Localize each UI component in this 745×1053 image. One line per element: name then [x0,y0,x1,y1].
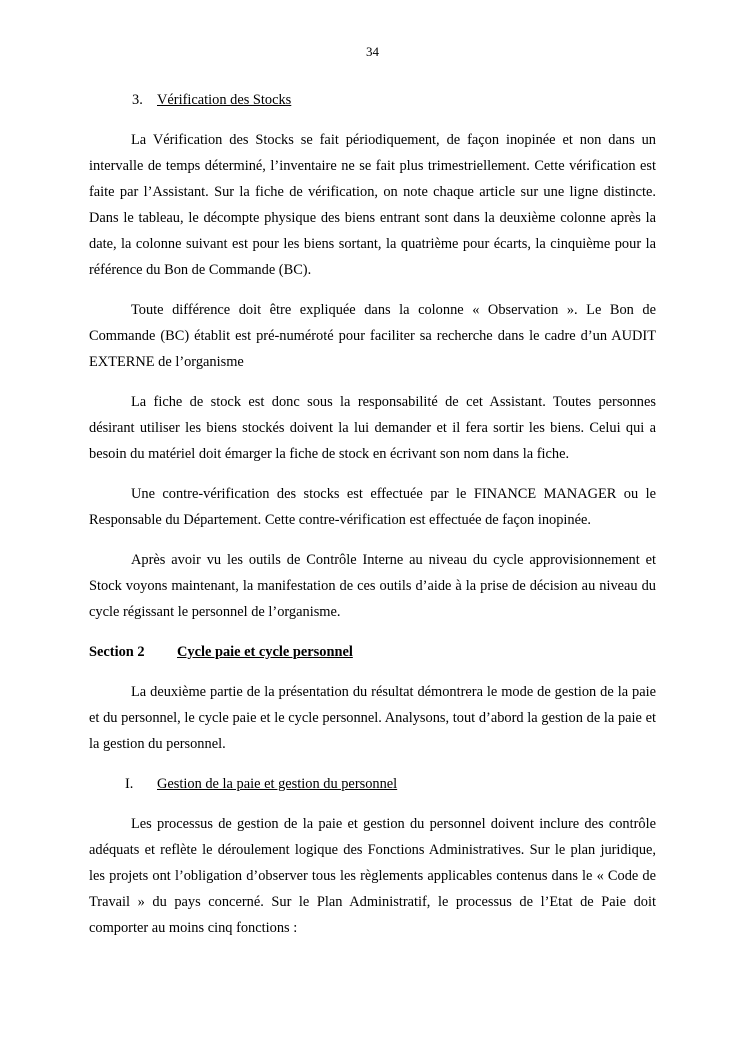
subsection-heading-verification [89,87,656,113]
subsection-title: Gestion de la paie et gestion du personnel [157,776,398,792]
paragraph: La deuxième partie de la présentation du résultat démontrera le mode de gestion de la paie et du personnel, le cycle paie et le cycle personnel. Analysons, tout d’abord la gestion de la paie et la gestion du personnel. [89,684,656,752]
paragraph: Une contre-vérification des stocks est effectuée par le FINANCE MANAGER ou le Responsable du Département. Cette contre-vérification est effectuée de façon inopinée. [89,486,656,528]
paragraph: La Vérification des Stocks se fait périodiquement, de façon inopinée et non dans un intervalle de temps déterminé, l’inventaire ne se fait plus trimestriellement. Cette vérification est faite par l’Assistant. Sur la fiche de vérification, on note chaque article sur une ligne distincte. Dans le tableau, le décompte physique des biens entrant sont dans la deuxième colonne après la date, la colonne suivant est pour les biens sortant, la quatrième pour écarts, la cinquième pour la référence du Bon de Commande (BC). [89,132,656,278]
subsection-number: I. [125,776,134,792]
subsection-title: Vérification des Stocks [157,92,292,108]
page-number: 34 [366,44,379,59]
subsection-heading-gestion [89,771,656,797]
page-content [89,87,656,955]
section-title: Cycle paie et cycle personnel [177,644,353,660]
paragraph: Toute différence doit être expliquée dans la colonne « Observation ». Le Bon de Commande (BC) établit est pré-numéroté pour faciliter sa recherche dans le cadre d’un AUDIT EXTERNE de l’organisme [89,302,656,370]
subsection-number: 3. [132,92,143,108]
section-label: Section 2 [89,644,145,660]
paragraph: Après avoir vu les outils de Contrôle Interne au niveau du cycle approvisionnement et Stock voyons maintenant, la manifestation de ces outils d’aide à la prise de décision au niveau du cycle régissant le personnel de l’organisme. [89,552,656,620]
paragraph: La fiche de stock est donc sous la responsabilité de cet Assistant. Toutes personnes désirant utiliser les biens stockés doivent la lui demander et il fera sortir les biens. Celui qui a besoin du matériel doit émarger la fiche de stock en écrivant son nom dans la fiche. [89,394,656,462]
paragraph: Les processus de gestion de la paie et gestion du personnel doivent inclure des contrôle adéquats et reflète le déroulement logique des Fonctions Administratives. Sur le plan juridique, les projets ont l’obligation d’observer tous les règlements applicables contenus dans le « Code de Travail » du pays concerné. Sur le Plan Administratif, le processus de l’Etat de Paie doit comporter au moins cinq fonctions : [89,816,656,936]
section-heading [89,639,656,665]
